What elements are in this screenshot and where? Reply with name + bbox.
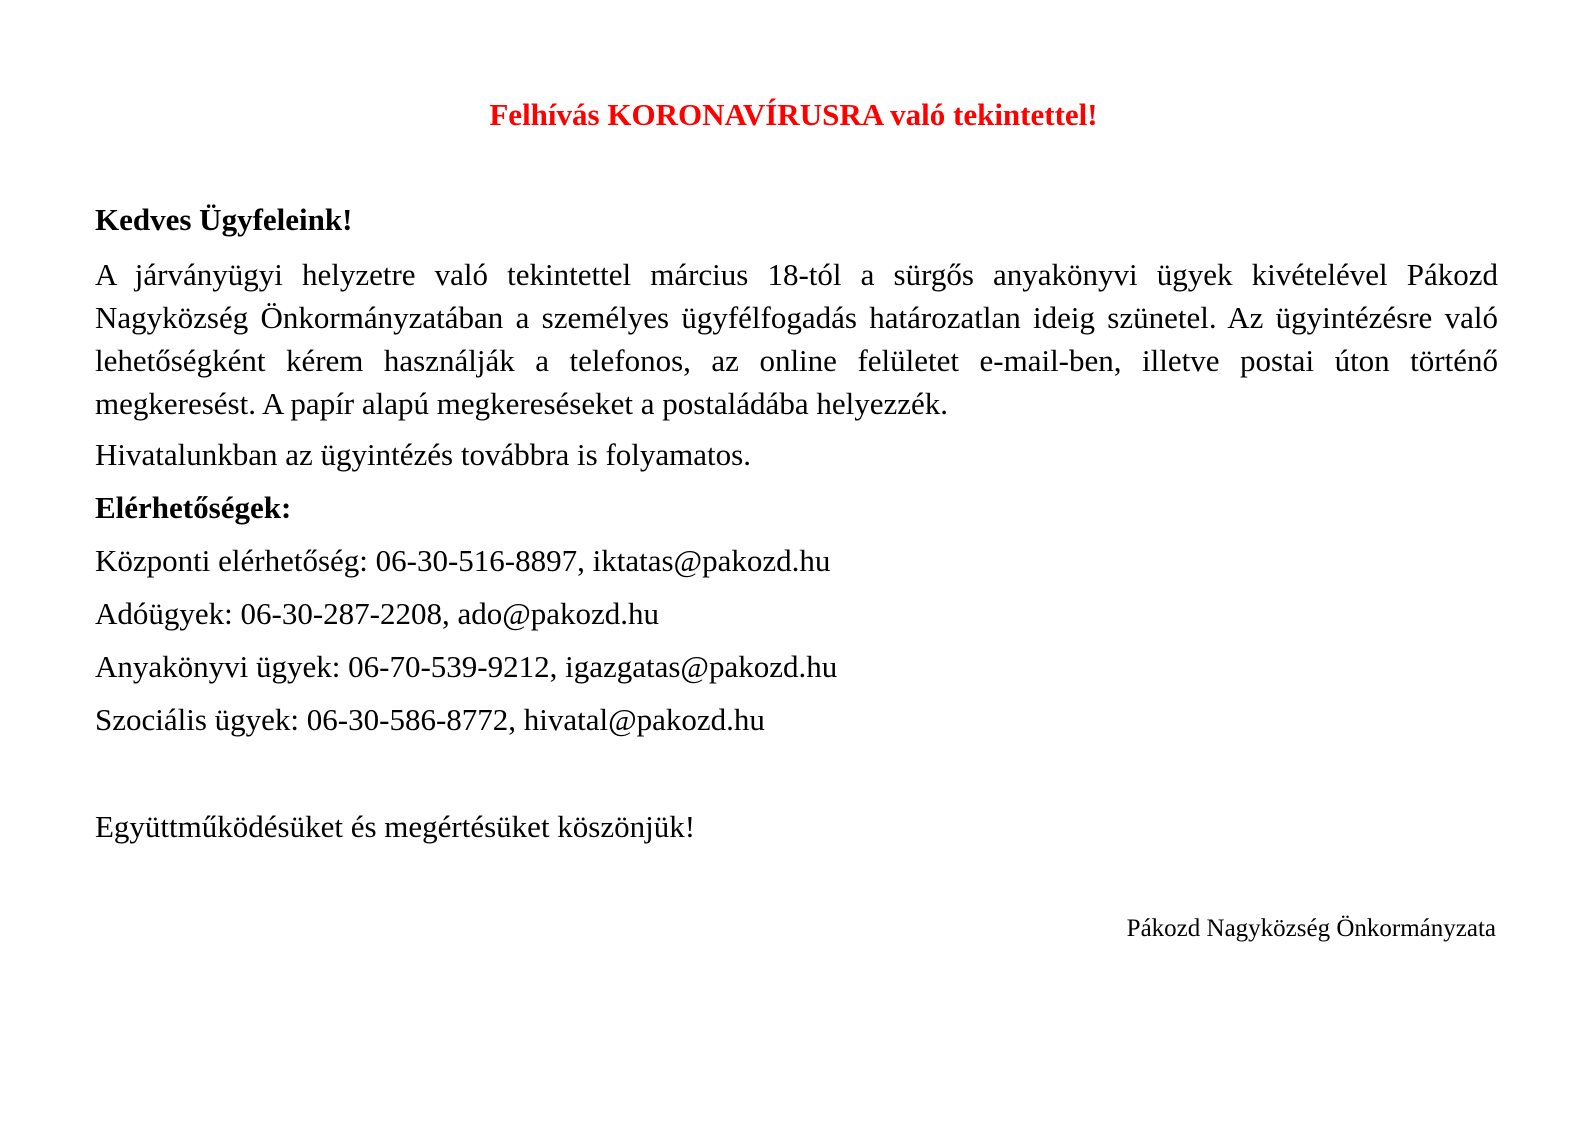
- signature: Pákozd Nagyközség Önkormányzata: [1126, 915, 1496, 942]
- contact-tax: Adóügyek: 06-30-287-2208, ado@pakozd.hu: [95, 596, 660, 631]
- body-paragraph: A járványügyi helyzetre való tekintettel március 18-tól a sürgős anyakönyvi ügyek kivételével Pákozd Nagyközség Önkormányzatában a személyes ügyfélfogadás határozatlan ideig szünetel. Az ügyintézésre való lehetőségként kérem használják a telefonos, az online felületet e-mail-ben, illetve postai úton történő megkeresést. A papír alapú megkereséseket a postaládába helyezzék.: [95, 257, 1498, 421]
- contact-registry: Anyakönyvi ügyek: 06-70-539-9212, igazgatas@pakozd.hu: [95, 649, 838, 684]
- contacts-heading: Elérhetőségek:: [95, 490, 292, 525]
- closing-line: Együttműködésüket és megértésüket köszönjük!: [95, 809, 696, 844]
- salutation: Kedves Ügyfeleink!: [95, 202, 353, 237]
- notice-title: Felhívás KORONAVÍRUSRA való tekintettel!: [489, 97, 1098, 132]
- contact-central: Központi elérhetőség: 06-30-516-8897, iktatas@pakozd.hu: [95, 543, 831, 578]
- contact-social: Szociális ügyek: 06-30-586-8772, hivatal@pakozd.hu: [95, 702, 765, 737]
- continuity-note: Hivatalunkban az ügyintézés továbbra is folyamatos.: [95, 437, 751, 472]
